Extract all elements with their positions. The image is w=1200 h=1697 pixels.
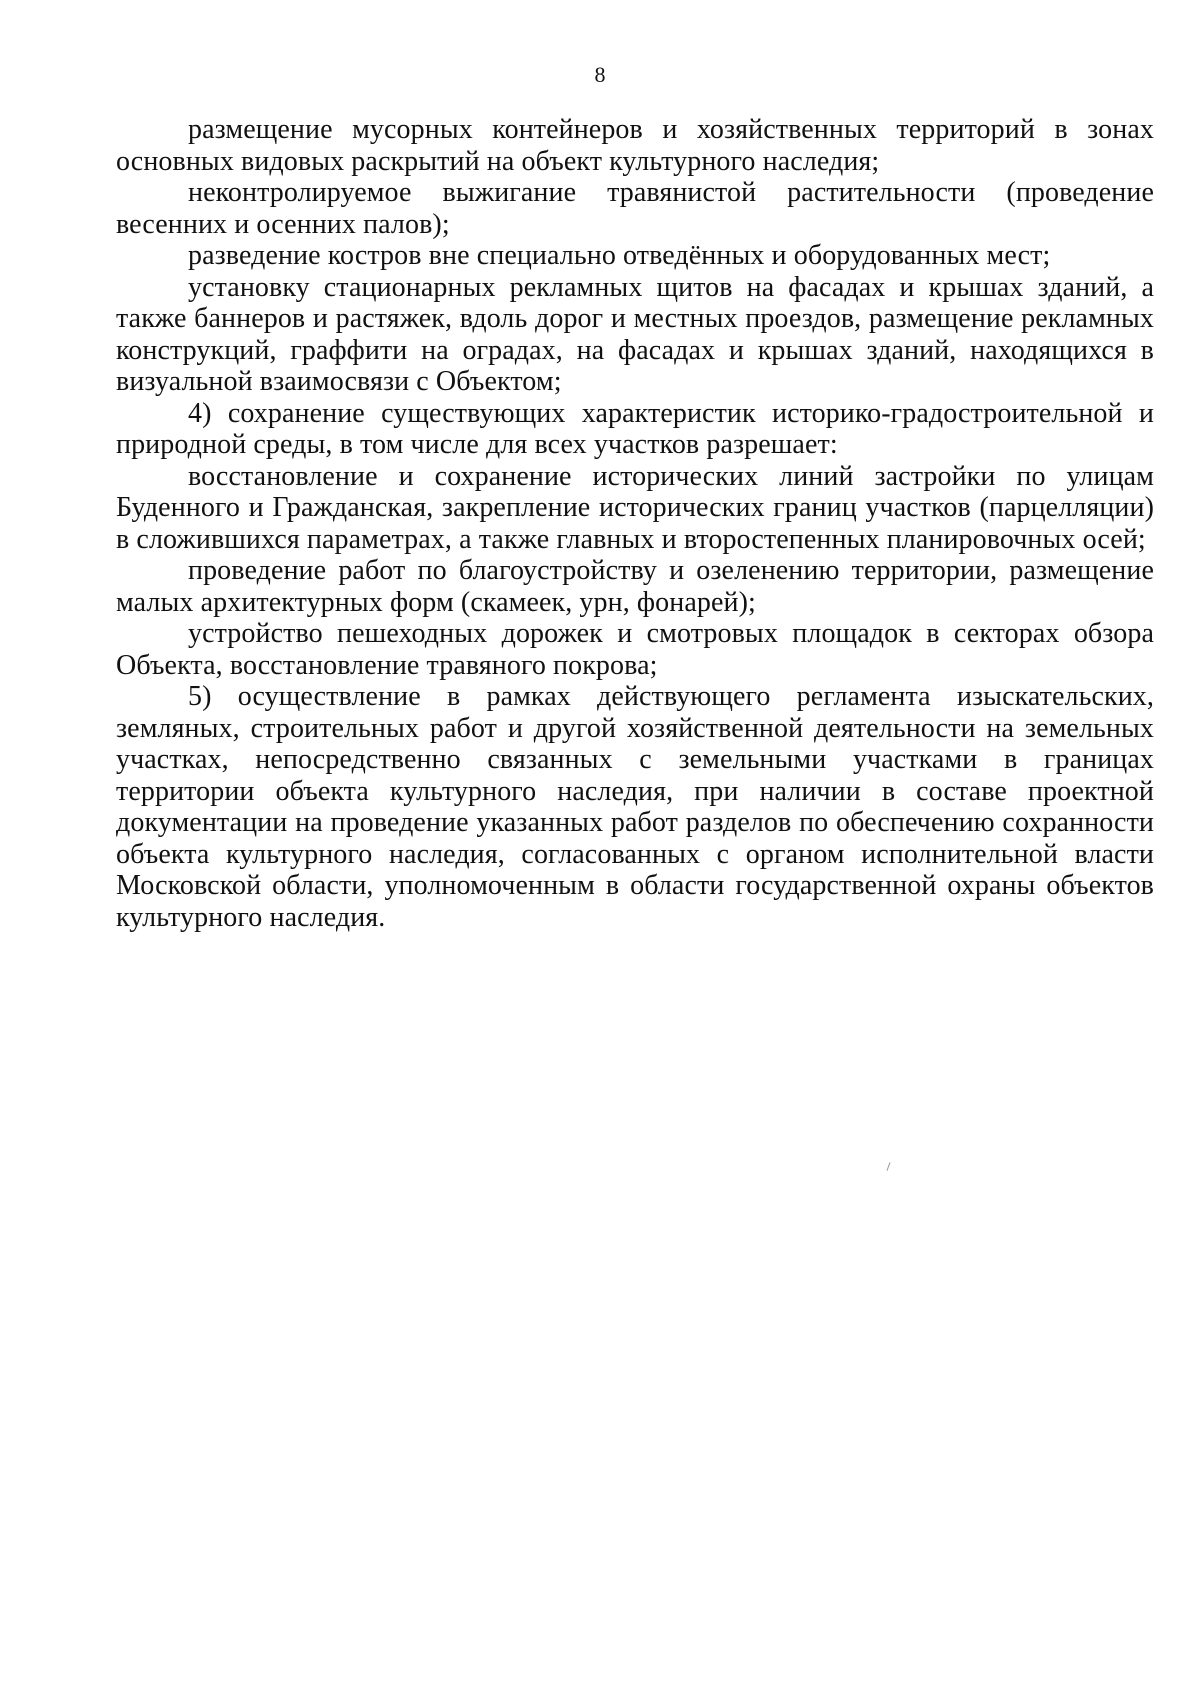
paragraph-grass-burning: неконтролируемое выжигание травянистой растительности (проведение весенних и осенних палов); [116, 177, 1154, 240]
paragraph-landscaping: проведение работ по благоустройству и озеленению территории, размещение малых архитектурных форм (скамеек, урн, фонарей); [116, 555, 1154, 618]
scan-artifact-mark [886, 1162, 890, 1171]
paragraph-waste-containers: размещение мусорных контейнеров и хозяйственных территорий в зонах основных видовых раскрытий на объект культурного наследия; [116, 114, 1154, 177]
document-body [116, 114, 1154, 933]
paragraph-item-4: 4) сохранение существующих характеристик историко-градостроительной и природной среды, в том числе для всех участков разрешает: [116, 397, 1154, 460]
paragraph-building-lines: восстановление и сохранение исторических линий застройки по улицам Буденного и Гражданская, закрепление исторических границ участков (парцелляции) в сложившихся параметрах, а также главных и второстепенных планировочных осей; [116, 460, 1154, 555]
paragraph-advertising: установку стационарных рекламных щитов на фасадах и крышах зданий, а также баннеров и растяжек, вдоль дорог и местных проездов, размещение рекламных конструкций, граффити на оградах, на фасадах и крышах зданий, находящихся в визуальной взаимосвязи с Объектом; [116, 271, 1154, 397]
paragraph-footpaths: устройство пешеходных дорожек и смотровых площадок в секторах обзора Объекта, восстановление травяного покрова; [116, 618, 1154, 681]
paragraph-campfires: разведение костров вне специально отведённых и оборудованных мест; [188, 240, 1051, 271]
paragraph-item-5: 5) осуществление в рамках действующего регламента изыскательских, земляных, строительных работ и другой хозяйственной деятельности на земельных участках, непосредственно связанных с земельными участками в границах территории объекта культурного наследия, при наличии в составе проектной документации на проведение указанных работ разделов по обеспечению сохранности объекта культурного наследия, согласованных с органом исполнительной власти Московской области, уполномоченным в области государственной охраны объектов культурного наследия. [116, 681, 1154, 933]
page-number: 8 [594, 62, 606, 87]
